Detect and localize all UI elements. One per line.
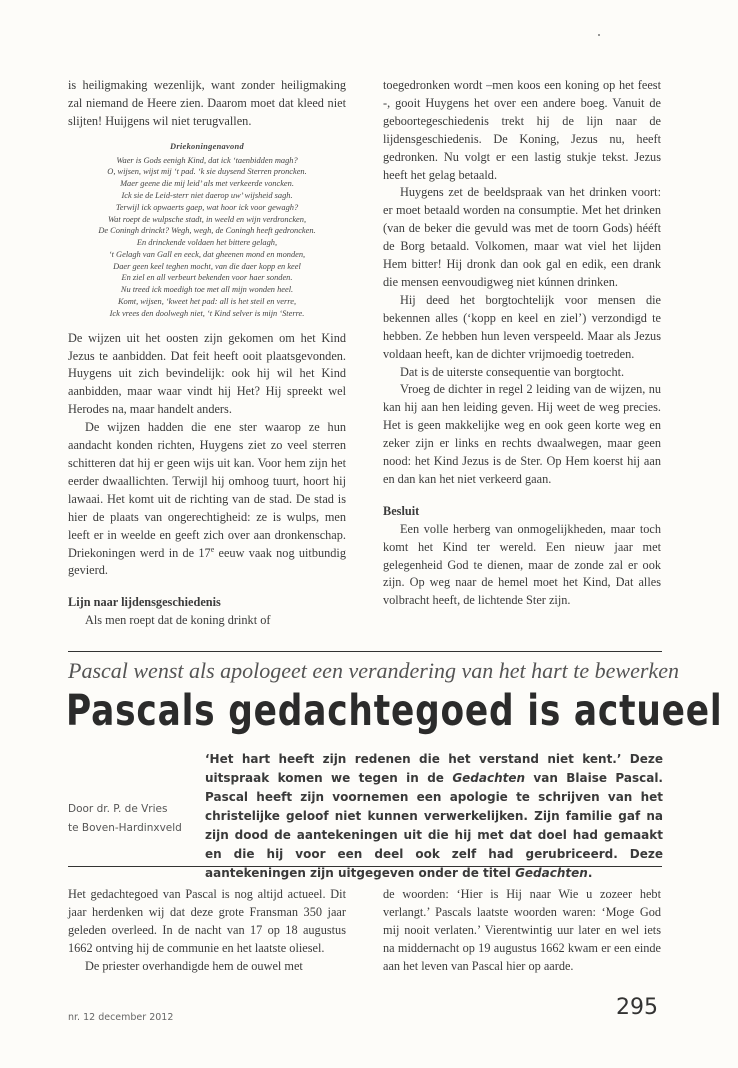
poem-line: ‘t Gelagh van Gall en eeck, dat gheenen mond en monden,: [108, 249, 306, 259]
paragraph: de woorden: ‘Hier is Hij naar Wie u zozeer hebt verlangt.’ Pascals laatste woorden waren: ‘Moge God mij nooit verlaten.’ Vierentwintig uur later en wel iets na middernacht op 19 augustus 1662 kwam er een einde aan het leven van Pascal hier op aarde.: [383, 887, 661, 973]
poem-line: Daer geen keel teghen mocht, van die daer kopp en keel: [113, 261, 301, 271]
poem-line: Maer geene die mij leid’ als met verkeerde voncken.: [120, 179, 294, 189]
paragraph: is heiligmaking wezenlijk, want zonder heiligmaking zal niemand de Heere zien. Daarom moet dat kleed niet slijten! Huijgens wil niet terugvallen.: [68, 78, 346, 128]
superscript: e: [210, 544, 215, 554]
paragraph: Hij deed het borgtochtelijk voor mensen die bekennen alles (‘kopp en keel en ziel’) verzondigd te hebben. Ze hebben hun leven verspeeld. Maar als Jezus voldaan heeft, kan de dichter vrijmoedig toetreden.: [383, 292, 661, 361]
paragraph: Dat is de uiterste consequentie van borgtocht.: [400, 364, 625, 379]
lead-text: van Blaise Pascal. Pascal heeft zijn voornemen een apologie te schrijven van het christelijke geloof niet kunnen verwerkelijken. Zijn familie gaf na zijn dood de aantekeningen uit die hij met dat doel had gemaakt en die hij voor een deel ook zelf had gerubriceerd. Deze aantekeningen zijn uitgegeven onder de titel: [205, 771, 663, 880]
article-kicker: Pascal wenst als apologeet een verandering van het hart te bewerken: [68, 658, 679, 683]
poem-line: Terwijl ick opwaerts gaep, wat hoor ick voor gewagh?: [115, 202, 299, 212]
poem: [68, 141, 346, 320]
paragraph: De wijzen uit het oosten zijn gekomen om het Kind Jezus te aanbidden. Dat feit heeft ooit plaatsgevonden. Huygens uit zich bevindelijk: ook hij wil het Kind aanbidden, maar waar vindt hij Het? Hij spreekt wel Herodes na, maar handelt anders.: [68, 330, 346, 417]
paragraph: Een volle herberg van onmogelijkheden, maar toch komt het Kind ter wereld. Een nieuw jaar met gelegenheid God te dienen, maar de zonde zal er ook zijn. Op weg naar de hemel moet het Kind, Dat alles volbracht heeft, de lichtende Ster zijn.: [383, 521, 661, 608]
lead-text: ‘Het hart heeft zijn redenen die het verstand niet kent.’ Deze uitspraak komen we tegen in de: [205, 752, 663, 785]
paragraph: toegedronken wordt –men koos een koning op het feest -, gooit Huygens het over een andere boeg. Vanuit de geboortegeschiedenis trekt hij de lijn naar de lijdensgeschiedenis. De Koning, Jezus nu, heeft gedronken. Nu volgt er een lastig stukje tekst. Jezus heeft het gelag betaald.: [383, 78, 661, 182]
section-subheading: Besluit: [383, 503, 420, 518]
paragraph: Als men roept dat de koning drinkt of: [85, 613, 271, 628]
page-number: 295: [616, 995, 658, 1020]
article-headline: Pascals gedachtegoed is actueel: [66, 686, 723, 736]
article2-right-column: [383, 885, 661, 975]
paragraph: [68, 419, 346, 580]
lead-title-ref: Gedachten: [515, 866, 588, 880]
poem-line: O, wijsen, wijst mij ‘t pad. ‘k sie duysend Sterren proncken.: [107, 167, 307, 177]
printing-speck: [598, 34, 600, 36]
paragraph-text: De wijzen hadden die ene ster waarop ze hun aandacht konden richten, Huygens ziet zo veel sterren schitteren dat hij er geen wijs uit kan. Voor hem zijn het eerder dwaallichten. Terwijl hij omhoog tuurt, hoort hij lawaai. Het komt uit de richting van de stad. De stad is hier de plaats van ongerechtigheid: ze is wulps, men leeft er in weelde en geeft zich over aan dronkenschap. Driekoningen werd in de 17: [68, 420, 346, 560]
article1-left-column: [68, 77, 346, 630]
section-subheading: Lijn naar lijdensgeschiedenis: [68, 595, 221, 610]
paragraph: Het gedachtegoed van Pascal is nog altijd actueel. Dit jaar herdenken wij dat deze grote Fransman 350 jaar geleden overleed. In de nacht van 17 op 18 augustus 1662 ontving hij de communie en het laatste oliesel.: [68, 887, 346, 955]
paragraph: Huygens zet de beeldspraak van het drinken voort: er moet betaald worden na consumptie. Met het drinken (van de beker die gevuld was met de toorn Gods) hééft de Borg betaald. Volkomen, maar wat viel het lijden Hem bitter! Hij dronk dan ook gal en edik, een drank die mensen eenvoudigweg niet kúnnen drinken.: [383, 185, 661, 289]
article-lead: [205, 750, 663, 883]
article1-right-column: [383, 77, 661, 610]
poem-line: Komt, wijsen, ‘kweet het pad: all is het steil en verre,: [117, 297, 297, 307]
section-divider: [68, 866, 662, 867]
issue-footer: nr. 12 december 2012: [68, 1012, 174, 1023]
poem-line: Wat roept de wulpsche stadt, in weeld en wijn verdroncken,: [107, 214, 307, 224]
poem-title: Driekoningenavond: [170, 141, 244, 151]
poem-line: Ick sie de Leid-sterr niet daerop uw’ wijsheid sagh.: [121, 190, 293, 200]
section-divider: [68, 651, 662, 652]
poem-line: En drinckende voldaen het bittere gelagh,: [136, 238, 278, 248]
lead-title-ref: Gedachten: [452, 771, 526, 785]
paragraph: Vroeg de dichter in regel 2 leiding van de wijzen, nu kan hij aan hen leiding geven. Hij weet de weg precies. Het is geen makkelijke weg en ook geen korte weg en zeker zijn er links en rechts dwaalwegen, maar geen nood: het Kind Jezus is de Ster. Op Hem koerst hij aan en dan kan het niet verkeerd gaan.: [383, 382, 661, 486]
poem-line: Nu treed ick moedigh toe met all mijn wonden heel.: [120, 285, 294, 295]
paragraph-text: eeuw vaak nog uitbundig gevierd.: [68, 545, 347, 578]
poem-line: Ick vrees den doolwegh niet, ‘t Kind selver is mijn ‘Sterre.: [109, 308, 305, 318]
poem-line: De Coningh drinckt? Wegh, wegh, de Coningh heeft gedroncken.: [98, 226, 316, 236]
author-byline: [68, 800, 182, 838]
author-location: te Boven-Hardinxveld: [68, 822, 182, 834]
paragraph: De priester overhandigde hem de ouwel met: [85, 959, 303, 973]
poem-line: En ziel en all verbeurt bekenden voor haer sonden.: [121, 273, 293, 283]
author-name: Door dr. P. de Vries: [68, 803, 168, 815]
lead-text: .: [587, 866, 593, 880]
poem-line: Waer is Gods eenigh Kind, dat ick ‘taenbidden magh?: [116, 155, 298, 165]
article2-left-column: [68, 885, 346, 975]
